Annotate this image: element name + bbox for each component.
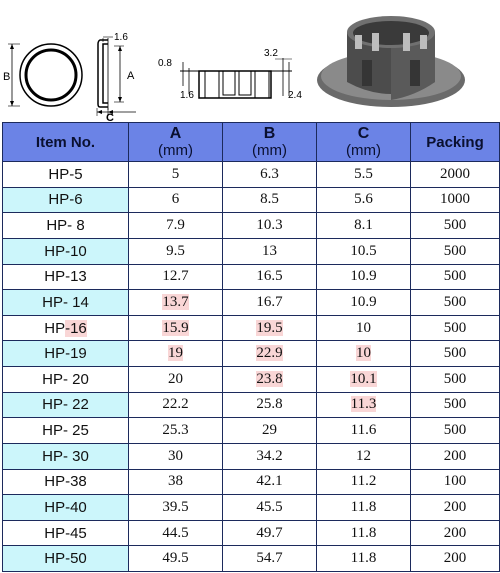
header-c-label: C: [357, 125, 370, 142]
cell-packing: 500: [411, 315, 500, 341]
cell-packing: 200: [411, 443, 500, 469]
dim-label-3-2: 3.2: [264, 48, 278, 59]
table-row: [3, 469, 500, 495]
cell-b: 6.3: [223, 162, 317, 188]
item-no-text: HP-50: [44, 550, 87, 568]
cell-packing: 500: [411, 367, 500, 393]
cell-c: 10.9: [317, 290, 411, 316]
cell-a: 38: [129, 469, 223, 495]
cell-packing: 500: [411, 418, 500, 444]
cell-c: [317, 392, 411, 418]
cell-item-no: [3, 469, 129, 495]
cell-packing: 100: [411, 469, 500, 495]
cell-b: 10.3: [223, 213, 317, 239]
cell-a: [129, 341, 223, 367]
cell-packing: 200: [411, 520, 500, 546]
item-no-text: HP-45: [44, 524, 87, 542]
table-row: [3, 443, 500, 469]
item-no-text: HP- 20: [42, 370, 89, 388]
table-row: [3, 495, 500, 521]
cell-packing: 200: [411, 495, 500, 521]
cell-item-no: [3, 520, 129, 546]
cell-b: 13: [223, 238, 317, 264]
cell-c: 10: [317, 315, 411, 341]
dim-label-2-4: 2.4: [288, 90, 302, 101]
table-row: [3, 418, 500, 444]
cell-item-no: [3, 264, 129, 290]
header-b-label: B: [263, 125, 276, 142]
cell-a: 49.5: [129, 546, 223, 572]
cell-b: [223, 315, 317, 341]
table-row: [3, 264, 500, 290]
cell-c: 5.5: [317, 162, 411, 188]
item-no-text: HP- 14: [42, 293, 89, 311]
item-no-text: HP-38: [44, 473, 87, 491]
cell-b: 8.5: [223, 187, 317, 213]
cell-item-no: [3, 495, 129, 521]
cell-a: 9.5: [129, 238, 223, 264]
item-no-text: HP-5: [48, 165, 83, 183]
cell-a: 25.3: [129, 418, 223, 444]
cell-a: 20: [129, 367, 223, 393]
cell-item-no: [3, 315, 129, 341]
item-no-text: HP-6: [48, 191, 83, 209]
cell-b-value: 23.8: [256, 370, 283, 387]
cell-a: 5: [129, 162, 223, 188]
side-section-drawing: [180, 58, 292, 98]
cell-item-no: [3, 367, 129, 393]
cell-a: 6: [129, 187, 223, 213]
cell-packing: 500: [411, 213, 500, 239]
cell-item-no: [3, 341, 129, 367]
cell-item-no: [3, 238, 129, 264]
header-b-unit: (mm): [252, 142, 287, 159]
cell-packing: 2000: [411, 162, 500, 188]
item-no-text: HP-19: [44, 345, 87, 363]
item-no-text: HP- 30: [42, 447, 89, 465]
cell-c: 12: [317, 443, 411, 469]
cell-c: 5.6: [317, 187, 411, 213]
cell-b: 16.5: [223, 264, 317, 290]
cell-packing: 500: [411, 290, 500, 316]
cell-a-value: 15.9: [162, 319, 189, 336]
cell-item-no: [3, 213, 129, 239]
item-no-text: HP- 25: [42, 422, 89, 440]
cell-item-no: [3, 187, 129, 213]
cell-a: 44.5: [129, 520, 223, 546]
item-no-text: HP-40: [44, 498, 87, 516]
dim-label-a: A: [127, 70, 135, 82]
header-a-unit: (mm): [158, 142, 193, 159]
cell-b: 49.7: [223, 520, 317, 546]
item-no-text: HP-10: [44, 242, 87, 260]
cell-c-value: 10.1: [350, 370, 377, 387]
table-row: [3, 341, 500, 367]
cell-b: 45.5: [223, 495, 317, 521]
cell-packing: 500: [411, 392, 500, 418]
dim-label-1-6-top: 1.6: [114, 32, 128, 43]
cell-packing: 1000: [411, 187, 500, 213]
cell-a: 7.9: [129, 213, 223, 239]
cell-a: 30: [129, 443, 223, 469]
cell-packing: 500: [411, 264, 500, 290]
item-no-text: HP- 8: [46, 217, 85, 235]
header-c-unit: (mm): [346, 142, 381, 159]
cell-c: 11.8: [317, 495, 411, 521]
cell-b: 42.1: [223, 469, 317, 495]
cell-c: [317, 341, 411, 367]
item-no-text: HP- 22: [42, 396, 89, 414]
cell-c: 11.6: [317, 418, 411, 444]
cell-a: [129, 290, 223, 316]
cell-b: [223, 367, 317, 393]
header-b: [223, 123, 317, 162]
cell-b-value: 19.5: [256, 319, 283, 336]
cell-item-no: [3, 443, 129, 469]
cell-item-no: [3, 392, 129, 418]
header-c: [317, 123, 411, 162]
cell-item-no: [3, 546, 129, 572]
hole-plug-diagram: [0, 0, 500, 122]
table-row: [3, 213, 500, 239]
cell-b: 16.7: [223, 290, 317, 316]
table-row: [3, 392, 500, 418]
cell-packing: 200: [411, 546, 500, 572]
cell-c-value: 10: [356, 345, 371, 362]
header-a: [129, 123, 223, 162]
cell-item-no: [3, 418, 129, 444]
spec-table: [2, 122, 500, 572]
cell-a: 22.2: [129, 392, 223, 418]
dim-label-b: B: [3, 71, 11, 83]
cell-c: 10.9: [317, 264, 411, 290]
cell-packing: 500: [411, 341, 500, 367]
cell-a-value: 19: [168, 345, 183, 362]
cell-c: 8.1: [317, 213, 411, 239]
front-view-drawing: [8, 44, 82, 106]
cell-a: [129, 315, 223, 341]
cell-b-value: 22.9: [256, 345, 283, 362]
cell-c-value: 11.3: [350, 396, 377, 413]
cell-item-no: [3, 290, 129, 316]
dim-label-1-6-side: 1.6: [180, 90, 194, 101]
table-row: [3, 546, 500, 572]
header-a-label: A: [169, 125, 182, 142]
cell-a-value: 13.7: [162, 293, 189, 310]
dim-label-0-8: 0.8: [158, 58, 172, 69]
header-item-no: Item No.: [3, 123, 129, 162]
cell-packing: 500: [411, 238, 500, 264]
table-row: [3, 238, 500, 264]
item-no-text: HP: [44, 319, 66, 337]
cell-b: 54.7: [223, 546, 317, 572]
table-row: [3, 367, 500, 393]
cell-c: 11.2: [317, 469, 411, 495]
table-row: [3, 520, 500, 546]
cell-b: 34.2: [223, 443, 317, 469]
header-packing: Packing: [411, 123, 500, 162]
cell-a: 12.7: [129, 264, 223, 290]
cell-item-no: [3, 162, 129, 188]
cell-b: 29: [223, 418, 317, 444]
dim-label-c: C: [106, 112, 114, 122]
cell-a: 39.5: [129, 495, 223, 521]
cell-c: 11.8: [317, 520, 411, 546]
product-render-image: [317, 16, 465, 107]
cell-c: [317, 367, 411, 393]
cell-c: 10.5: [317, 238, 411, 264]
table-row: [3, 187, 500, 213]
table-row: [3, 162, 500, 188]
cell-b: 25.8: [223, 392, 317, 418]
table-header-row: [3, 123, 500, 162]
table-row: [3, 290, 500, 316]
item-no-text: HP-13: [44, 268, 87, 286]
item-no-suffix: -16: [65, 319, 87, 337]
cell-b: [223, 341, 317, 367]
table-row: [3, 315, 500, 341]
cell-c: 11.8: [317, 546, 411, 572]
